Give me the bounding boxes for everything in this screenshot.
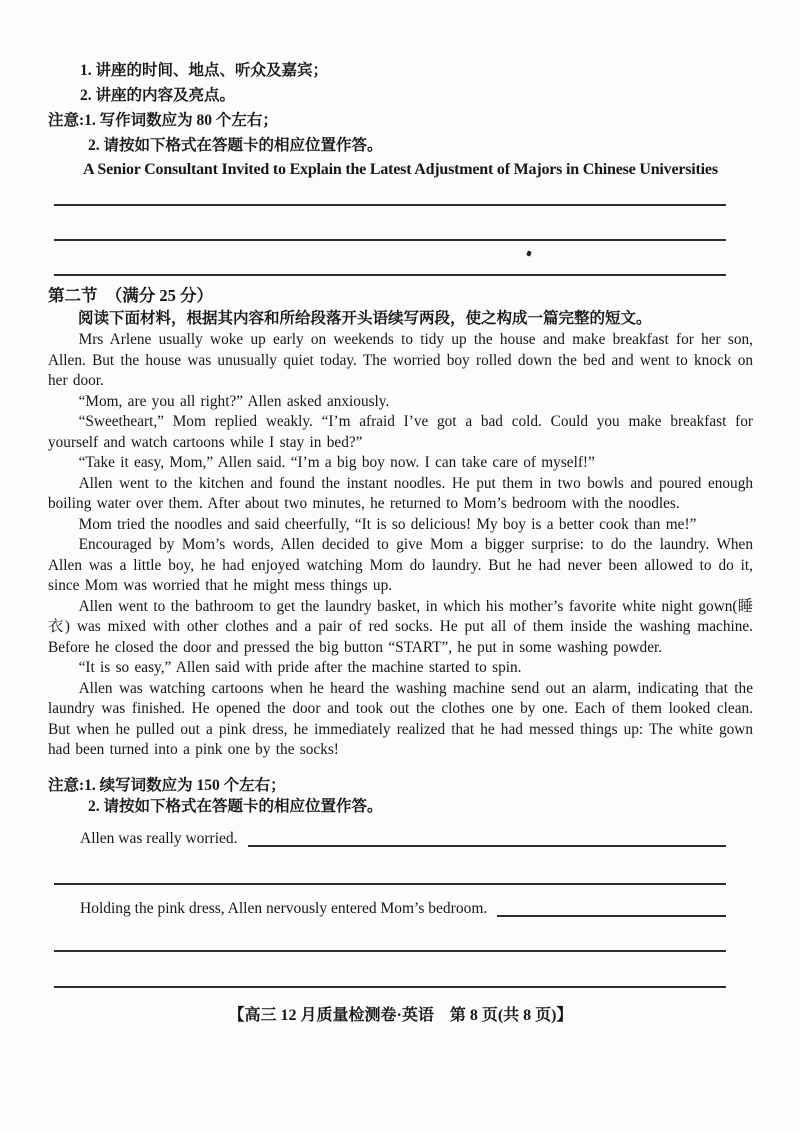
notice-line-2: 2. 请按如下格式在答题卡的相应位置作答。 — [88, 137, 383, 154]
essay-title: A Senior Consultant Invited to Explain the Latest Adjustment of Majors in Chinese Universities — [83, 161, 718, 178]
story-paragraph: Allen was watching cartoons when he heard the washing machine send out an alarm, indicating that the laundry was finished. He opened the door and took out the clothes one by one. Each of them looked clean. But when he pulled out a pink dress, he immediately realized that he had messed things up: The white gown had been turned into a pink one by the socks! — [48, 679, 753, 758]
section-heading: 第二节 （满分 25 分） — [48, 286, 213, 305]
answer-line — [248, 845, 726, 847]
story-paragraph: Encouraged by Mom’s words, Allen decided to give Mom a bigger surprise: to do the laundry. When Allen was a little boy, he had enjoyed watching Mom do laundry. But he had never been allowed to do it, since Mom was worried that he might mess things up. — [48, 536, 753, 594]
story-paragraph: “Take it easy, Mom,” Allen said. “I’m a big boy now. I can take care of myself!” — [78, 454, 595, 471]
page-footer: 【高三 12 月质量检测卷·英语 第 8 页(共 8 页)】 — [228, 1006, 573, 1024]
story-paragraph: Mom tried the noodles and said cheerfully, “It is so delicious! My boy is a better cook than me!” — [78, 515, 697, 533]
answer-line — [54, 883, 726, 885]
paragraph2-opening-row — [48, 897, 726, 920]
answer-line — [54, 204, 726, 206]
notice-line-1: 注意:1. 写作词数应为 80 个左右； — [48, 112, 278, 129]
answer-line — [54, 274, 726, 276]
story-paragraph: “Sweetheart,” Mom replied weakly. “I’m afraid I’ve got a bad cold. Could you make breakfast for yourself and watch cartoons while I stay in bed?” — [48, 413, 753, 451]
answer-line — [54, 239, 726, 241]
story-paragraph: “It is so easy,” Allen said with pride after the machine started to spin. — [78, 659, 522, 676]
answer-line — [54, 950, 726, 952]
paragraph1-opening-row — [48, 827, 726, 850]
story-paragraph: Mrs Arlene usually woke up early on weekends to tidy up the house and make breakfast for her son, Allen. But the house was unusually quiet today. The worried boy rolled down the bed and went to knock on her door. — [48, 331, 753, 389]
notice-line-2: 2. 请按如下格式在答题卡的相应位置作答。 — [88, 798, 383, 815]
section-instruction: 阅读下面材料，根据其内容和所给段落开头语续写两段，使之构成一篇完整的短文。 — [78, 310, 652, 327]
paragraph2-opening: Holding the pink dress, Allen nervously entered Mom’s bedroom. — [80, 899, 488, 917]
continuation-notice — [48, 775, 753, 818]
story-paragraph: “Mom, are you all right?” Allen asked anxiously. — [78, 392, 390, 410]
answer-line — [497, 915, 726, 917]
writing-point-2: 2. 讲座的内容及亮点。 — [80, 87, 236, 104]
story-passage — [48, 330, 753, 761]
answer-line — [54, 986, 726, 988]
notice-line-1: 注意:1. 续写词数应为 150 个左右； — [48, 776, 286, 794]
writing-point-1: 1. 讲座的时间、地点、听众及嘉宾； — [80, 62, 329, 79]
story-paragraph: Allen went to the kitchen and found the instant noodles. He put them in two bowls and poured enough boiling water over them. After about two minutes, he returned to Mom’s bedroom with the noodles. — [48, 474, 753, 512]
paragraph1-opening: Allen was really worried. — [80, 829, 238, 847]
story-paragraph: Allen went to the bathroom to get the laundry basket, in which his mother’s favorite white night gown(睡衣) was mixed with other clothes and a pair of red socks. He put all of them inside the washing machine. Before he closed the door and pressed the big button “START”, he put in some washing powder. — [48, 597, 753, 656]
